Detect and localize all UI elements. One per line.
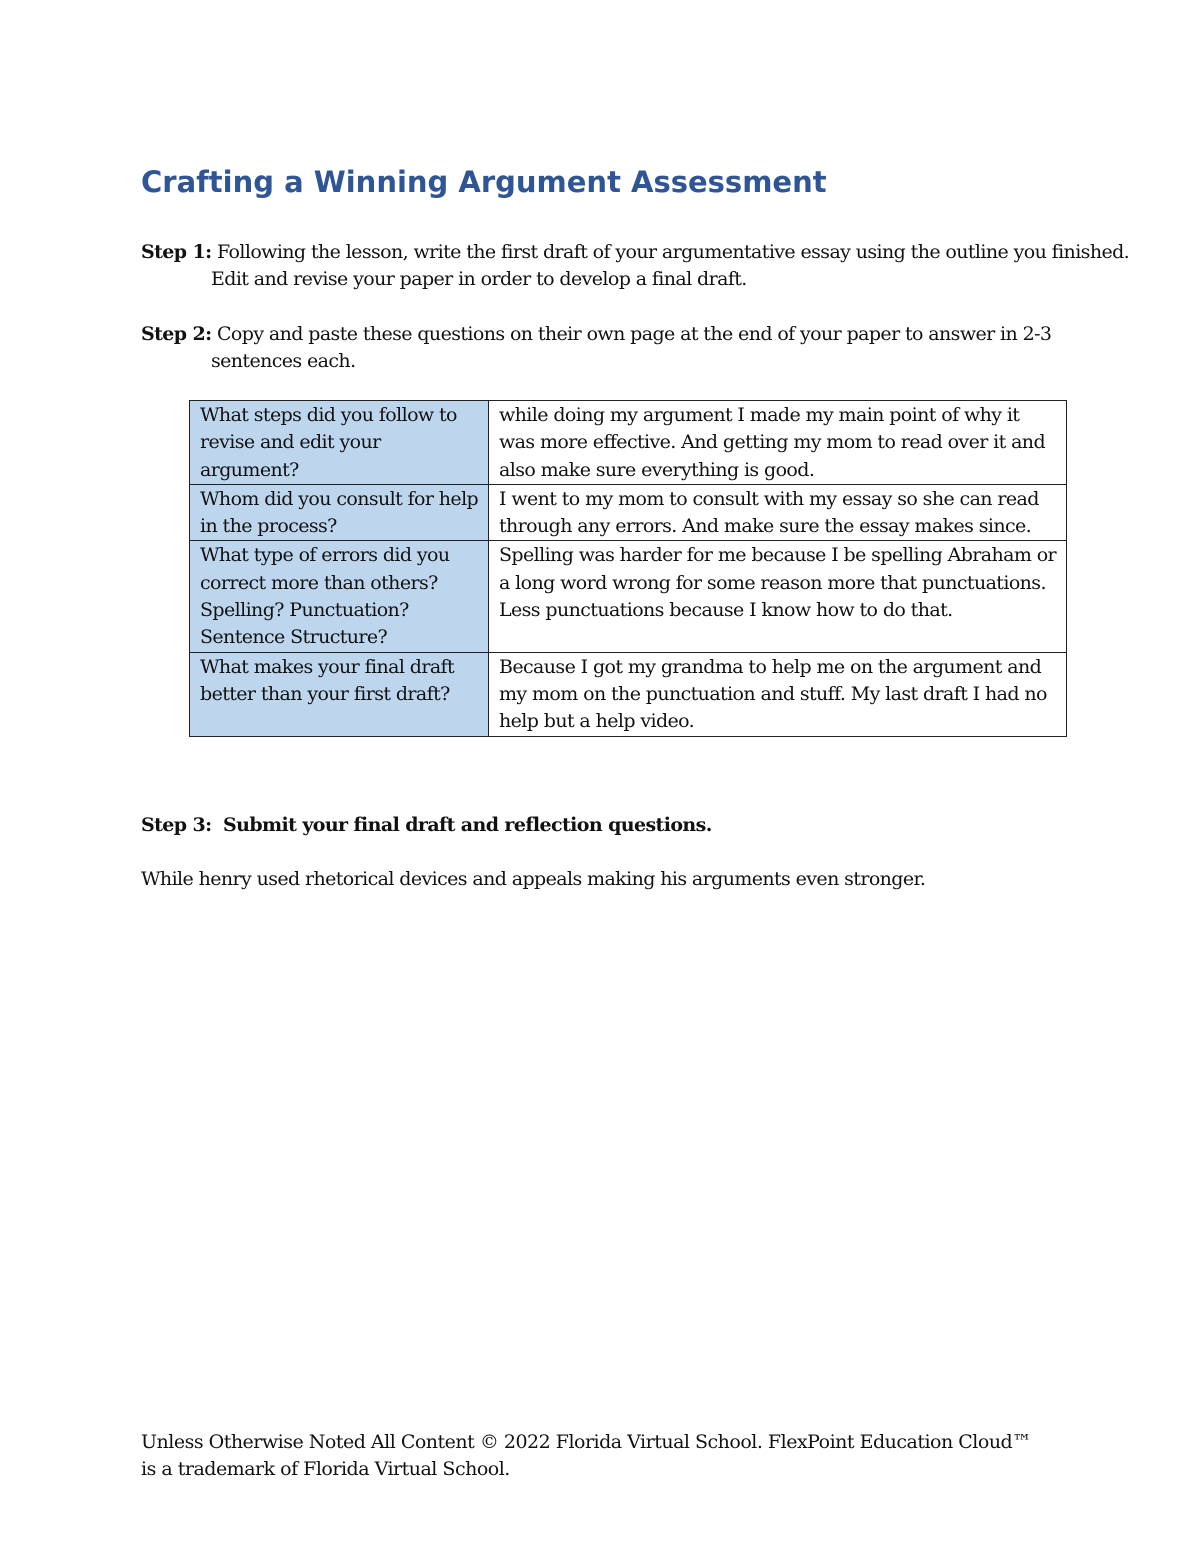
step-2-instruction	[141, 321, 1141, 375]
table-row	[190, 652, 1067, 736]
copyright-footer: Unless Otherwise Noted All Content © 2022 Florida Virtual School. FlexPoint Education Cloud™ is a trademark of Florida Virtual School.	[141, 1431, 1031, 1480]
answer-cell: Spelling was harder for me because I be spelling Abraham or a long word wrong for some reason more that punctuations. Less punctuations because I know how to do that.	[489, 541, 1067, 652]
step-3-label: Step 3:	[141, 814, 212, 836]
answer-cell: I went to my mom to consult with my essay so she can read through any errors. And make sure the essay makes since.	[489, 484, 1067, 541]
step-1-instruction	[141, 239, 1141, 293]
step-1-text: Following the lesson, write the first draft of your argumentative essay using the outline you finished. Edit and revise your paper in order to develop a final draft.	[211, 241, 1130, 290]
answer-cell: while doing my argument I made my main point of why it was more effective. And getting my mom to read over it and also make sure everything is good.	[489, 401, 1067, 485]
question-cell: What steps did you follow to revise and edit your argument?	[190, 401, 489, 485]
question-cell: What type of errors did you correct more than others? Spelling? Punctuation? Sentence Structure?	[190, 541, 489, 652]
step-3-instruction	[141, 812, 1071, 839]
table-row	[190, 541, 1067, 652]
step-3-text: Submit your final draft and reflection questions.	[223, 814, 712, 836]
question-cell: Whom did you consult for help in the process?	[190, 484, 489, 541]
step-1-label: Step 1:	[141, 241, 212, 263]
page-title: Crafting a Winning Argument Assessment	[141, 165, 827, 199]
table-row	[190, 484, 1067, 541]
step-2-label: Step 2:	[141, 323, 212, 345]
table-row	[190, 401, 1067, 485]
reflection-table	[189, 400, 1067, 737]
step-2-text: Copy and paste these questions on their own page at the end of your paper to answer in 2-3 sentences each.	[211, 323, 1052, 372]
question-cell: What makes your final draft better than your first draft?	[190, 652, 489, 736]
closing-sentence: While henry used rhetorical devices and appeals making his arguments even stronger.	[141, 868, 926, 890]
answer-cell: Because I got my grandma to help me on the argument and my mom on the punctuation and stuff. My last draft I had no help but a help video.	[489, 652, 1067, 736]
